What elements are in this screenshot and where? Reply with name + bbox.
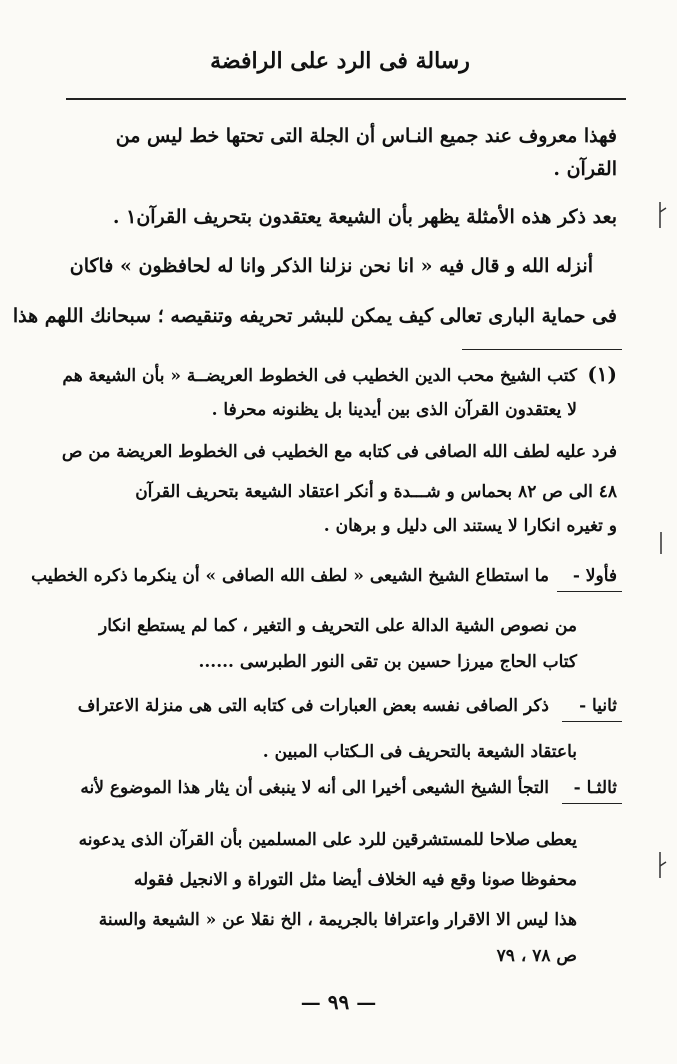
third-point-line-5: ص ٧٨ ، ٧٩	[496, 946, 577, 966]
second-point-marker: ثانيا -	[579, 696, 617, 716]
body-line-3: بعد ذكر هذه الأمثلة يظهر بأن الشيعة يعتقدون بتحريف القرآن١ .	[112, 206, 617, 228]
third-point-line-1: التجأ الشيخ الشيعى أخيرا الى أنه لا ينبغى أن يثار هذا الموضوع لأنه	[80, 778, 549, 798]
first-point-line-1: ما استطاع الشيخ الشيعى « لطف الله الصافى » أن ينكرما ذكره الخطيب	[31, 566, 549, 586]
third-point-line-3: محفوظا صونا وقع فيه الخلاف أيضا مثل التوراة و الانجيل فقوله	[133, 870, 577, 890]
body-line-4: أنزله الله و قال فيه « انا نحن نزلنا الذكر وانا له لحافظون » فاكان	[69, 255, 593, 277]
first-point-marker: فأولا -	[572, 566, 617, 586]
running-header: رسالة فى الرد على الرافضة	[210, 48, 470, 74]
first-point-line-2: من نصوص الشية الدالة على التحريف و التغير ، كما لم يستطع انكار	[99, 616, 577, 636]
third-point-marker: ثالثـا -	[573, 778, 617, 798]
footnote-number: (١)	[587, 362, 617, 386]
third-point-line-2: يعطى صلاحا للمستشرقين للرد على المسلمين بأن القرآن الذى يدعونه	[78, 830, 577, 850]
second-marker-underline	[562, 721, 622, 722]
footnote-line-3: فرد عليه لطف الله الصافى فى كتابه مع الخطيب فى الخطوط العريضة من ص	[61, 442, 617, 462]
footnote-line-5: و تغيره انكارا لا يستند الى دليل و برهان .	[323, 516, 617, 536]
second-point-line-1: ذكر الصافى نفسه بعض العبارات فى كتابه التى هى منزلة الاعتراف	[77, 696, 549, 716]
body-line-1: فهذا معروف عند جميع النـاس أن الجلة التى تحتها خط ليس من	[115, 125, 617, 147]
third-marker-underline	[562, 803, 622, 804]
footnote-line-2: لا يعتقدون القرآن الذى بين أيدينا بل يظنونه محرفا .	[211, 400, 577, 420]
body-line-5: فى حماية البارى تعالى كيف يمكن للبشر تحريفه وتنقيصه ؛ سبحانك اللهم هذا	[12, 305, 617, 327]
first-point-line-3: كتاب الحاج ميرزا حسين بن تقى النور الطبرسى ......	[198, 652, 577, 672]
page-number: — ٩٩ —	[300, 990, 377, 1014]
body-line-2: القرآن .	[553, 158, 617, 180]
third-point-line-4: هذا ليس الا الاقرار واعترافا بالجريمة ، الخ نقلا عن « الشيعة والسنة	[98, 910, 577, 930]
footnote-line-4: ٤٨ الى ص ٨٢ بحماس و شـــدة و أنكر اعتقاد الشيعة بتحريف القرآن	[135, 482, 617, 502]
left-margin-mark-3	[652, 850, 668, 880]
footnote-line-1: كتب الشيخ محب الدين الخطيب فى الخطوط العريضــة « بأن الشيعة هم	[62, 366, 577, 386]
left-margin-mark	[652, 200, 668, 230]
footnote-rule	[462, 349, 622, 350]
left-margin-mark-2	[654, 530, 668, 556]
second-point-line-2: باعتقاد الشيعة بالتحريف فى الـكتاب المبين .	[262, 742, 577, 762]
header-rule	[66, 98, 626, 100]
first-marker-underline	[557, 591, 622, 592]
